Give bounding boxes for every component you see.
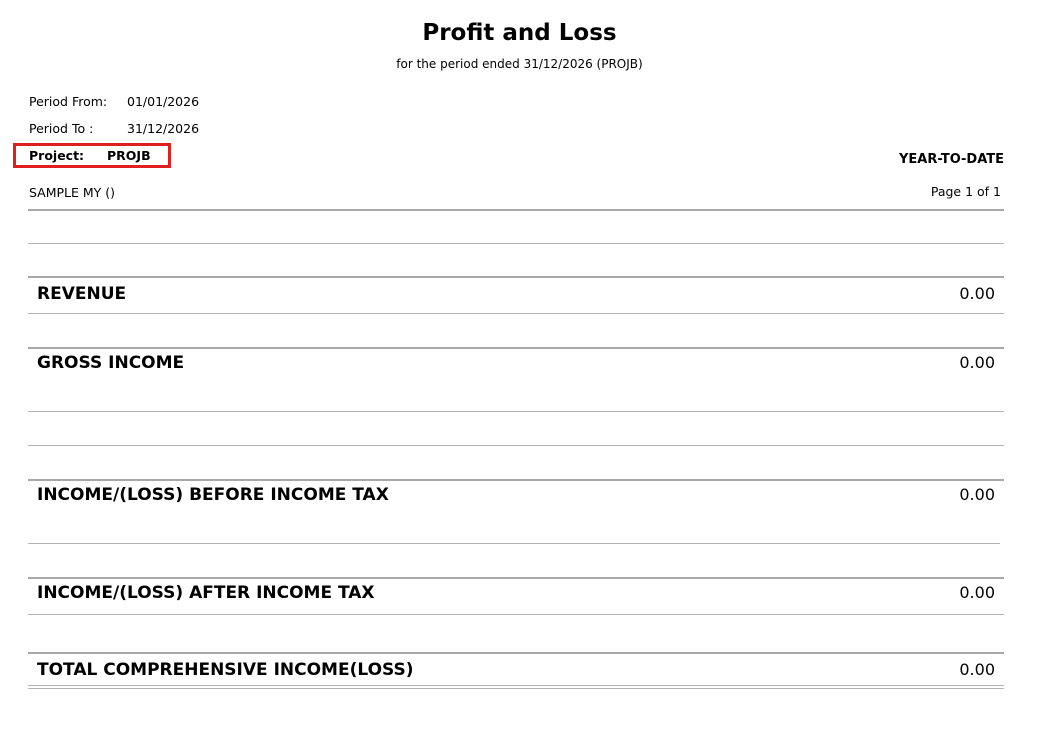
revenue-label: REVENUE xyxy=(37,284,127,304)
divider xyxy=(28,685,1004,686)
period-from-label: Period From: xyxy=(29,94,108,109)
report-title: Profit and Loss xyxy=(422,20,617,46)
column-header-ytd: YEAR-TO-DATE xyxy=(899,152,1004,167)
divider xyxy=(28,445,1004,446)
period-to-label: Period To : xyxy=(29,121,94,136)
divider xyxy=(28,688,1004,689)
before-tax-label: INCOME/(LOSS) BEFORE INCOME TAX xyxy=(37,485,389,505)
divider xyxy=(28,313,1004,314)
project-value: PROJB xyxy=(107,148,151,163)
divider xyxy=(28,276,1004,278)
gross-income-label: GROSS INCOME xyxy=(37,353,185,373)
divider xyxy=(28,543,1000,544)
divider xyxy=(28,347,1004,349)
divider xyxy=(28,209,1004,211)
report-subtitle: for the period ended 31/12/2026 (PROJB) xyxy=(396,57,643,71)
company-name: SAMPLE MY () xyxy=(29,185,116,200)
divider xyxy=(28,479,1004,481)
divider xyxy=(28,411,1004,412)
revenue-value: 0.00 xyxy=(959,284,995,303)
gross-income-value: 0.00 xyxy=(959,353,995,372)
total-comprehensive-label: TOTAL COMPREHENSIVE INCOME(LOSS) xyxy=(37,660,414,680)
divider xyxy=(28,577,1004,579)
divider xyxy=(28,614,1004,615)
after-tax-label: INCOME/(LOSS) AFTER INCOME TAX xyxy=(37,583,375,603)
before-tax-value: 0.00 xyxy=(959,485,995,504)
divider xyxy=(28,243,1004,244)
total-comprehensive-value: 0.00 xyxy=(959,660,995,679)
page-number: Page 1 of 1 xyxy=(930,184,1001,199)
after-tax-value: 0.00 xyxy=(959,583,995,602)
period-to-value: 31/12/2026 xyxy=(127,121,200,136)
project-label: Project: xyxy=(29,148,85,163)
divider xyxy=(28,652,1004,654)
period-from-value: 01/01/2026 xyxy=(127,94,200,109)
